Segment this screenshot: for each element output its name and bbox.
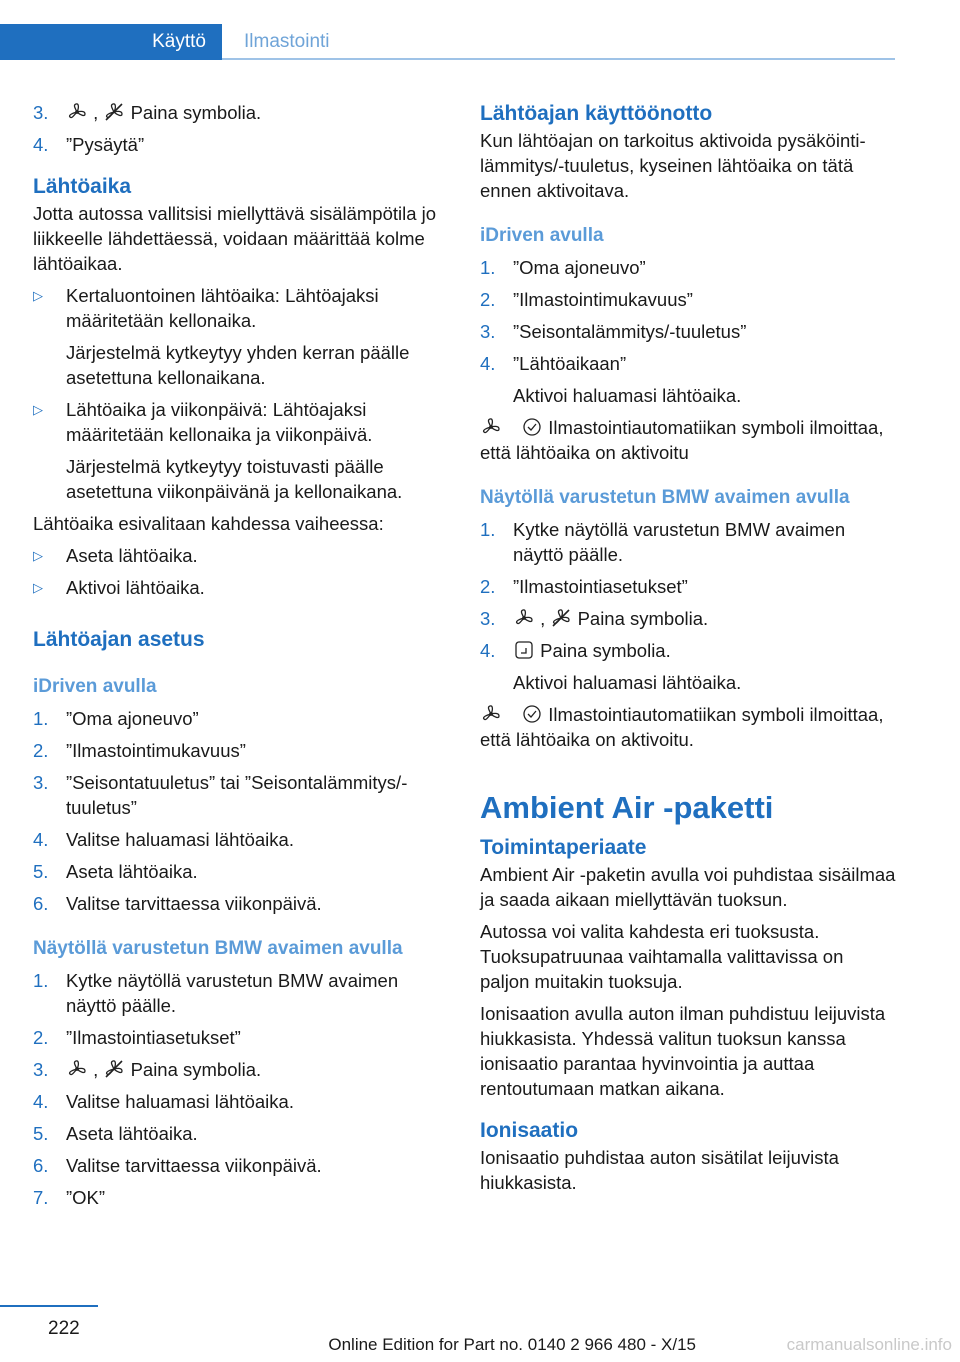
page-header xyxy=(0,24,895,60)
list-number: 4. xyxy=(480,353,496,374)
list-text: ”OK” xyxy=(66,1187,106,1208)
list-item xyxy=(480,517,896,567)
list-item xyxy=(480,574,896,599)
list-item xyxy=(33,132,449,157)
list-number: 1. xyxy=(33,970,49,991)
subheading-key: Näytöllä varustetun BMW avaimen avulla xyxy=(480,487,850,508)
list-text: Kytke näytöllä varustetun BMW avaimen näyttö päälle. xyxy=(513,519,846,565)
list-item xyxy=(480,638,896,663)
list-number: 3. xyxy=(33,1059,49,1080)
list-item xyxy=(480,287,896,312)
watermark: carmanualsonline.info xyxy=(786,1335,952,1354)
list-item xyxy=(33,100,449,125)
list-text: Kertaluontoinen lähtöaika: Lähtöajaksi määritetään kellonaika. xyxy=(66,285,379,331)
paragraph: Ambient Air -paketin avulla voi puhdistaa sisäilmaa ja saada aikaan miellyttävän tuoksun. xyxy=(480,864,896,910)
list-item xyxy=(33,706,449,731)
list-text: ”Ilmastointimukavuus” xyxy=(513,289,693,310)
list-item xyxy=(480,255,896,280)
separator: , xyxy=(93,102,99,123)
list-item xyxy=(33,1153,449,1178)
subheading-key: Näytöllä varustetun BMW avaimen avulla xyxy=(33,938,403,959)
list-number: 3. xyxy=(33,772,49,793)
header-divider xyxy=(222,58,895,60)
symbol-note xyxy=(480,415,896,465)
list-item xyxy=(33,968,449,1018)
list-text: Lähtöaika ja viikonpäivä: Lähtöajaksi määritetään kellonaika ja viikonpäivä. xyxy=(66,399,373,445)
list-item xyxy=(33,827,449,852)
list-subtext: Aktivoi haluamasi lähtöaika. xyxy=(513,385,742,406)
list-text: ”Seisontatuuletus” tai ”Seisontalämmitys/-tuuletus” xyxy=(66,772,408,818)
list-number: 1. xyxy=(480,257,496,278)
key-steps-list xyxy=(480,517,896,695)
left-column xyxy=(33,100,449,1217)
list-number: 4. xyxy=(33,829,49,850)
chapter-heading-ambient: Ambient Air -paketti xyxy=(480,790,774,825)
stop-steps-list xyxy=(33,100,449,157)
list-number: 4. xyxy=(33,1091,49,1112)
paragraph: Ionisaatio puhdistaa auton sisätilat leijuvista hiukkasista. xyxy=(480,1147,839,1193)
list-number: 5. xyxy=(33,1123,49,1144)
list-item xyxy=(33,859,449,884)
list-subtext: Järjestelmä kytkeytyy toistuvasti päälle asetettuna viikonpäivänä ja kellonaikana. xyxy=(66,456,403,502)
fan-off-icon xyxy=(103,1059,125,1079)
list-text: ”Oma ajoneuvo” xyxy=(513,257,646,278)
list-number: 5. xyxy=(33,861,49,882)
triangle-bullet-icon: ▷ xyxy=(33,288,43,303)
list-item xyxy=(33,1121,449,1146)
list-number: 2. xyxy=(480,576,496,597)
list-text: Aseta lähtöaika. xyxy=(66,1123,198,1144)
list-text: Paina symbolia. xyxy=(540,640,671,661)
list-text: ”Ilmastointimukavuus” xyxy=(66,740,246,761)
bullet-list xyxy=(33,283,449,504)
triangle-bullet-icon: ▷ xyxy=(33,548,43,563)
list-item xyxy=(33,397,449,447)
list-text: ”Lähtöaikaan” xyxy=(513,353,627,374)
section-heading-ionisaatio: Ionisaatio xyxy=(480,1119,579,1142)
fan-icon xyxy=(66,102,88,122)
paragraph: Ionisaation avulla auton ilman puhdistuu leijuvista hiukkasista. Yhdessä valitun tuoksun kanssa ionisaatio parantaa hyvinvointia ja auttaa rentoutumaan matkan aikana. xyxy=(480,1003,886,1099)
symbol-note xyxy=(480,702,896,752)
fan-off-icon xyxy=(103,102,125,122)
bullet-list xyxy=(33,543,449,600)
list-number: 2. xyxy=(33,1027,49,1048)
list-number: 7. xyxy=(33,1187,49,1208)
list-text: Valitse haluamasi lähtöaika. xyxy=(66,1091,294,1112)
list-text: ”Oma ajoneuvo” xyxy=(66,708,199,729)
idrive-steps-list xyxy=(480,255,896,408)
list-text: ”Ilmastointiasetukset” xyxy=(513,576,688,597)
list-number: 1. xyxy=(480,519,496,540)
subheading-idrive: iDriven avulla xyxy=(480,225,604,246)
list-number: 2. xyxy=(33,740,49,761)
list-item xyxy=(33,283,449,333)
paragraph: Autossa voi valita kahdesta eri tuoksusta. Tuoksupatruunaa vaihtamalla valittavissa on paljon muitakin tuoksuja. xyxy=(480,921,844,992)
list-text: ”Seisontalämmitys/-tuuletus” xyxy=(513,321,747,342)
separator: , xyxy=(93,1059,99,1080)
list-number: 4. xyxy=(480,640,496,661)
list-text: Aktivoi lähtöaika. xyxy=(66,577,205,598)
section-heading-asetus: Lähtöajan asetus xyxy=(33,628,205,651)
list-text: Paina symbolia. xyxy=(130,102,262,123)
note-text: Ilmastointiautomatiikan symboli ilmoittaa, että lähtöaika on aktivoitu xyxy=(480,417,884,463)
fan-icon xyxy=(480,417,502,437)
clock-icon xyxy=(521,417,543,437)
list-item xyxy=(480,606,896,631)
list-text: Paina symbolia. xyxy=(130,1059,262,1080)
list-subtext: Järjestelmä kytkeytyy yhden kerran päälle asetettuna kellonaikana. xyxy=(66,342,410,388)
list-item xyxy=(33,891,449,916)
section-heading-toiminta: Toimintaperiaate xyxy=(480,836,647,859)
list-number: 6. xyxy=(33,893,49,914)
list-item xyxy=(33,738,449,763)
header-tab-chapter[interactable]: Ilmastointi xyxy=(244,31,330,52)
list-item xyxy=(33,1089,449,1114)
list-item xyxy=(480,319,896,344)
list-number: 3. xyxy=(480,608,496,629)
list-item xyxy=(33,1057,449,1082)
list-number: 3. xyxy=(33,102,49,123)
list-number: 1. xyxy=(33,708,49,729)
triangle-bullet-icon: ▷ xyxy=(33,580,43,595)
fan-icon xyxy=(66,1059,88,1079)
list-item xyxy=(33,543,449,568)
fan-off-icon xyxy=(550,608,572,628)
section-heading-kaytto: Lähtöajan käyttöönotto xyxy=(480,102,713,125)
display-key-icon xyxy=(513,640,535,660)
list-number: 4. xyxy=(33,134,49,155)
paragraph: Jotta autossa vallitsisi miellyttävä sisälämpötila jo liikkeelle lähdettäessä, voidaan määrittää kolme lähtöaikaa. xyxy=(33,203,437,274)
fan-icon xyxy=(480,704,502,724)
right-column xyxy=(480,100,896,1202)
clock-icon xyxy=(521,704,543,724)
list-item xyxy=(33,1185,449,1210)
list-text: ”Pysäytä” xyxy=(66,134,145,155)
footer-divider xyxy=(0,1305,98,1307)
list-item xyxy=(480,351,896,376)
edition-note: Online Edition for Part no. 0140 2 966 480 - X/15 xyxy=(328,1335,696,1354)
paragraph: Lähtöaika esivalitaan kahdessa vaiheessa: xyxy=(33,513,384,534)
list-number: 6. xyxy=(33,1155,49,1176)
list-text: Paina symbolia. xyxy=(577,608,709,629)
list-number: 2. xyxy=(480,289,496,310)
list-text: Kytke näytöllä varustetun BMW avaimen näyttö päälle. xyxy=(66,970,399,1016)
list-text: Aseta lähtöaika. xyxy=(66,545,198,566)
fan-icon xyxy=(513,608,535,628)
page-number: 222 xyxy=(48,1318,80,1339)
key-steps-list xyxy=(33,968,449,1210)
list-number: 3. xyxy=(480,321,496,342)
list-item xyxy=(33,1025,449,1050)
paragraph: Kun lähtöajan on tarkoitus aktivoida pysäköintilämmitys/-tuuletus, kyseinen lähtöaika on tätä ennen aktivoitava. xyxy=(480,130,866,201)
list-text: Valitse tarvittaessa viikonpäivä. xyxy=(66,893,322,914)
triangle-bullet-icon: ▷ xyxy=(33,402,43,417)
list-text: ”Ilmastointiasetukset” xyxy=(66,1027,241,1048)
subheading-idrive: iDriven avulla xyxy=(33,676,157,697)
separator: , xyxy=(540,608,546,629)
list-item xyxy=(33,575,449,600)
list-text: Aseta lähtöaika. xyxy=(66,861,198,882)
idrive-steps-list xyxy=(33,706,449,916)
header-tab-section[interactable]: Käyttö xyxy=(0,24,222,60)
list-text: Valitse haluamasi lähtöaika. xyxy=(66,829,294,850)
section-heading-lahtoaika: Lähtöaika xyxy=(33,175,132,198)
list-item xyxy=(33,770,449,820)
note-text: Ilmastointiautomatiikan symboli ilmoittaa, että lähtöaika on aktivoitu. xyxy=(480,704,884,750)
list-text: Valitse tarvittaessa viikonpäivä. xyxy=(66,1155,322,1176)
list-subtext: Aktivoi haluamasi lähtöaika. xyxy=(513,672,742,693)
